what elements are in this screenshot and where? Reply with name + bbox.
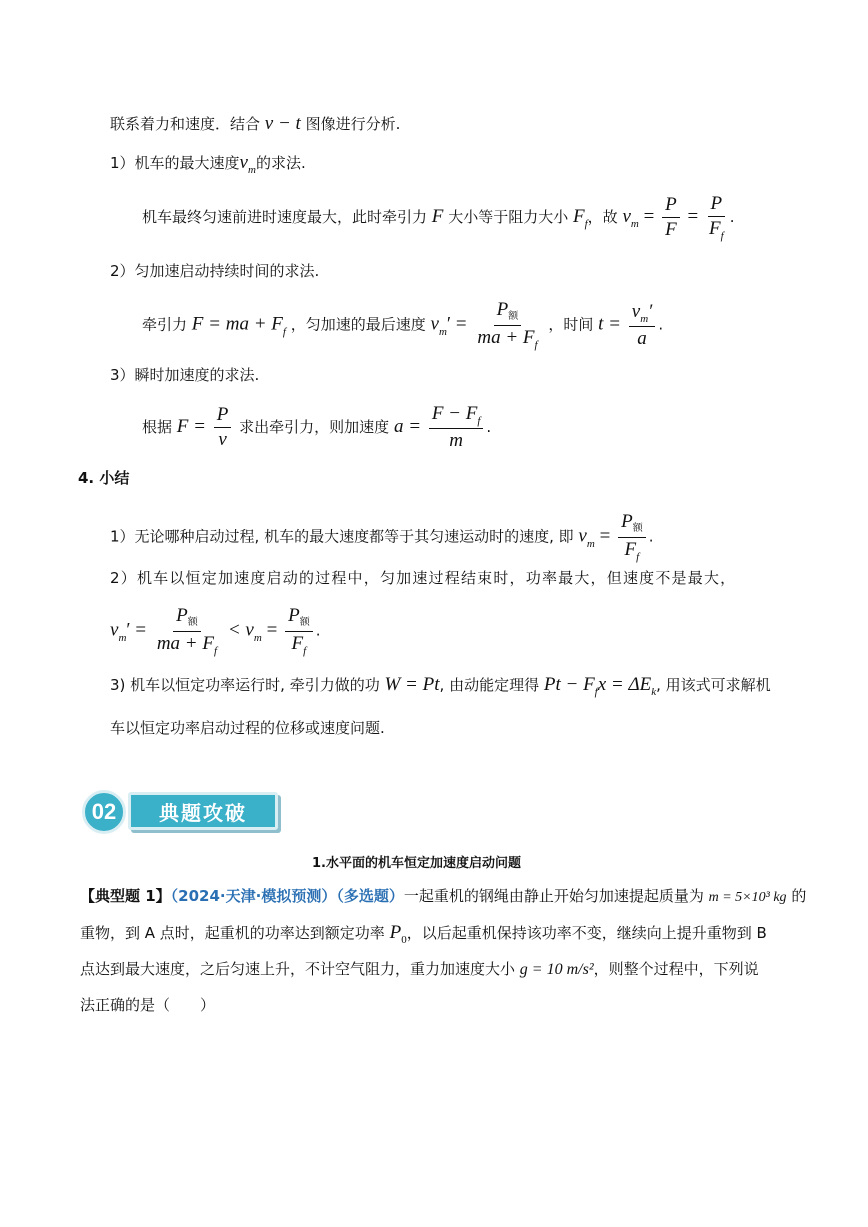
traction-formula-sub: f	[282, 325, 286, 338]
problem-g: g = 10 m/s²	[519, 961, 594, 978]
summary-item-2: 2）机车以恒定加速度启动的过程中，匀加速过程结束时，功率最大，但速度不是最大，	[110, 569, 737, 587]
s2-lt: < v	[227, 619, 254, 641]
frac-num-sub: 额	[632, 523, 643, 534]
s3-text-2: , 由动能定理得	[439, 676, 540, 694]
frac-den-text: ma + F	[156, 633, 214, 654]
frac-num	[494, 298, 522, 326]
problem-text-1: 一起重机的钢绳由静止开始匀加速提起质量为	[403, 887, 704, 905]
frac-den	[622, 538, 643, 564]
fraction-P-over-v	[214, 403, 232, 452]
frac-den-sub: f	[534, 339, 538, 351]
summary-1-text: 1）无论哪种启动过程, 机车的最大速度都等于其匀速运动时的速度, 即	[110, 527, 574, 546]
item3-heading: 3）瞬时加速度的求法.	[110, 366, 260, 384]
problem-mass: m = 5×10³ kg	[708, 890, 787, 905]
item2-text-3: ，时间	[548, 315, 594, 334]
frac-num-P: P	[176, 605, 188, 626]
frac-num	[629, 300, 656, 327]
s2-ltsub: m	[253, 631, 262, 644]
s3-W: W = Pt	[384, 674, 440, 695]
vt-expr: v − t	[264, 113, 301, 134]
frac-num-sub: 额	[299, 617, 310, 628]
item3-text-2: 求出牵引力，则加速度	[239, 418, 390, 436]
frac-num-text: F − F	[431, 403, 478, 424]
s2-prime: ′	[126, 619, 131, 641]
fraction-P-over-F	[662, 193, 680, 242]
problem-line-4: 法正确的是（ ）	[80, 996, 216, 1014]
problem-text-2b: ，以后起重机保持该功率不变，继续向上提升重物到 B	[406, 924, 767, 942]
problem-P0: P	[389, 922, 402, 943]
vm-sub: m	[247, 164, 256, 176]
frac-num-sub: f	[477, 415, 481, 427]
frac-num-sub: 额	[508, 311, 519, 322]
frac-num: P	[214, 403, 232, 428]
frac-num-sub: m	[640, 312, 649, 325]
frac-den	[289, 632, 310, 658]
fraction-vm-over-a	[629, 300, 656, 351]
fraction-P-over-Ff	[706, 192, 727, 243]
section-heading: 1.水平面的机车恒定加速度启动问题	[312, 856, 521, 871]
a-eq-lhs: a =	[393, 416, 422, 437]
intro-line	[110, 113, 400, 135]
traction-formula: F = ma + F	[191, 313, 283, 335]
s3-eq: Pt − F	[543, 674, 595, 695]
item1-label: 1）机车的最大速度	[110, 154, 240, 172]
frac-num-P: P	[621, 511, 633, 532]
item1-tail: 的求法.	[255, 154, 306, 172]
frac-den-sub: f	[720, 230, 724, 242]
s3-text-3: , 用该式可求解机	[656, 676, 771, 694]
frac-num-P: P	[496, 299, 509, 320]
Ff-var: F	[572, 206, 585, 227]
fraction-Prated-over-Ff	[618, 510, 646, 564]
frac-den-sub: f	[303, 645, 307, 657]
badge-number: 02	[82, 790, 126, 834]
fraction-s2-2	[285, 604, 313, 658]
frac-den-F: F	[624, 539, 637, 560]
badge-label: 典题攻破	[128, 792, 278, 830]
frac-num	[618, 510, 646, 538]
s3-eqsub: f	[594, 686, 598, 698]
item2-body: 牵引力 F = ma + $F_f$ ，匀加速的最后速度 $v_m'$ = $\frac{P_额}{ma + F_f}$ ，时间 t = $\frac{v_m'}{a}$ .	[142, 299, 664, 351]
frac-den-sub: f	[213, 645, 218, 657]
frac-num: P	[662, 193, 680, 218]
time-lhs: t =	[598, 313, 621, 335]
frac-den-text: ma + F	[477, 327, 535, 348]
problem-line-1	[80, 885, 806, 906]
item2-heading: 2）匀加速启动持续时间的求法.	[110, 262, 320, 280]
prime-mark: ′	[446, 313, 452, 335]
problem-source: （2024·天津·模拟预测）（多选题）	[170, 887, 404, 905]
frac-num	[285, 604, 313, 632]
frac-den	[154, 632, 220, 658]
problem-text-1b: 的	[791, 887, 807, 905]
item1-body: 机车最终匀速前进时速度最大，此时牵引力 F 大小等于阻力大小 $F_f$，故 $v_m$ = $\frac{P}{F}$ = $\frac{P}{F_f}$ .	[142, 193, 735, 242]
s3-eq2sub: k	[651, 686, 657, 698]
fraction-FminusFf-over-m	[429, 402, 484, 453]
item3-body: 根据 F = $\frac{P}{v}$ 求出牵引力，则加速度 a = $\frac{F - F_f}{m}$ .	[142, 403, 492, 451]
problem-text-3a: 点达到最大速度，之后匀速上升，不计空气阻力，重力加速度大小	[80, 960, 516, 978]
summary-item-1: 1）无论哪种启动过程, 机车的最大速度都等于其匀速运动时的速度, 即 $v_m$ = $\frac{P_额}{F_f}$ .	[110, 511, 654, 563]
frac-den	[706, 217, 727, 243]
s2-v: v	[110, 619, 119, 641]
fraction-Prated-over-maFf	[474, 298, 540, 352]
frac-den: v	[218, 429, 227, 450]
F-eq-lhs: F =	[176, 416, 206, 437]
s2-vsub: m	[118, 631, 127, 644]
problem-line-2	[80, 922, 767, 944]
Ff-sub: f	[584, 218, 588, 230]
frac-num-sub: 额	[187, 617, 198, 628]
problem-text-3b: ，则整个过程中，下列说	[593, 960, 759, 978]
item1-heading	[110, 152, 306, 174]
frac-num	[173, 604, 201, 632]
summary-title: 4. 小结	[78, 469, 130, 487]
frac-den-F: F	[709, 218, 721, 239]
s3-eq2: x = ΔE	[597, 674, 652, 695]
frac-den-F: F	[291, 633, 304, 654]
summary-item-3-line2: 车以恒定功率启动过程的位移或速度问题.	[110, 719, 385, 737]
summary-1-vsub: m	[586, 537, 595, 550]
intro-text-2: 图像进行分析.	[305, 115, 401, 133]
problem-text-2a: 重物，到 A 点时，起重机的功率达到额定功率	[80, 924, 385, 942]
summary-item-2-formula: $v_m'$ = $\frac{P_额}{ma + F_f}$ < $v_m$ = $\frac{P_额}{F_f}$ .	[110, 605, 321, 657]
item1-body-text-1: 机车最终匀速前进时速度最大，此时牵引力	[142, 208, 428, 226]
frac-num: P	[708, 192, 726, 217]
frac-den: a	[637, 327, 647, 349]
vm-formula-lhs: v	[622, 206, 631, 227]
item2-text-1: 牵引力	[142, 315, 188, 334]
item1-body-text-3: ，故	[587, 208, 618, 226]
frac-den-sub: f	[636, 551, 640, 563]
frac-den	[474, 326, 540, 352]
frac-num-v: v	[631, 300, 641, 322]
item3-text-1: 根据	[142, 418, 173, 436]
vm-var: v	[239, 152, 248, 173]
problem-tag: 【典型题 1】	[80, 887, 171, 905]
vm-prime-sub: m	[438, 325, 447, 338]
summary-1-eq: =	[599, 525, 611, 547]
problem-line-3	[80, 958, 759, 979]
vm-formula-lhs-sub: m	[630, 218, 639, 230]
frac-num-P: P	[288, 605, 300, 626]
vm-prime-var: v	[430, 313, 439, 335]
intro-text-1: 联系着力和速度．结合	[110, 115, 261, 133]
frac-num-prime: ′	[648, 300, 653, 322]
problem-P0-sub: 0	[401, 934, 407, 946]
frac-den: F	[665, 219, 677, 240]
summary-item-3	[110, 674, 771, 696]
item2-text-2: ，匀加速的最后速度	[290, 315, 426, 334]
F-var: F	[431, 206, 444, 227]
section-badge	[82, 790, 282, 834]
summary-1-v: v	[578, 525, 587, 547]
item1-body-text-2: 大小等于阻力大小	[448, 208, 569, 226]
frac-den: m	[449, 430, 463, 451]
fraction-s2-1	[154, 604, 220, 658]
s3-text-1: 3) 机车以恒定功率运行时, 牵引力做的功	[110, 676, 380, 694]
frac-num	[429, 402, 484, 429]
